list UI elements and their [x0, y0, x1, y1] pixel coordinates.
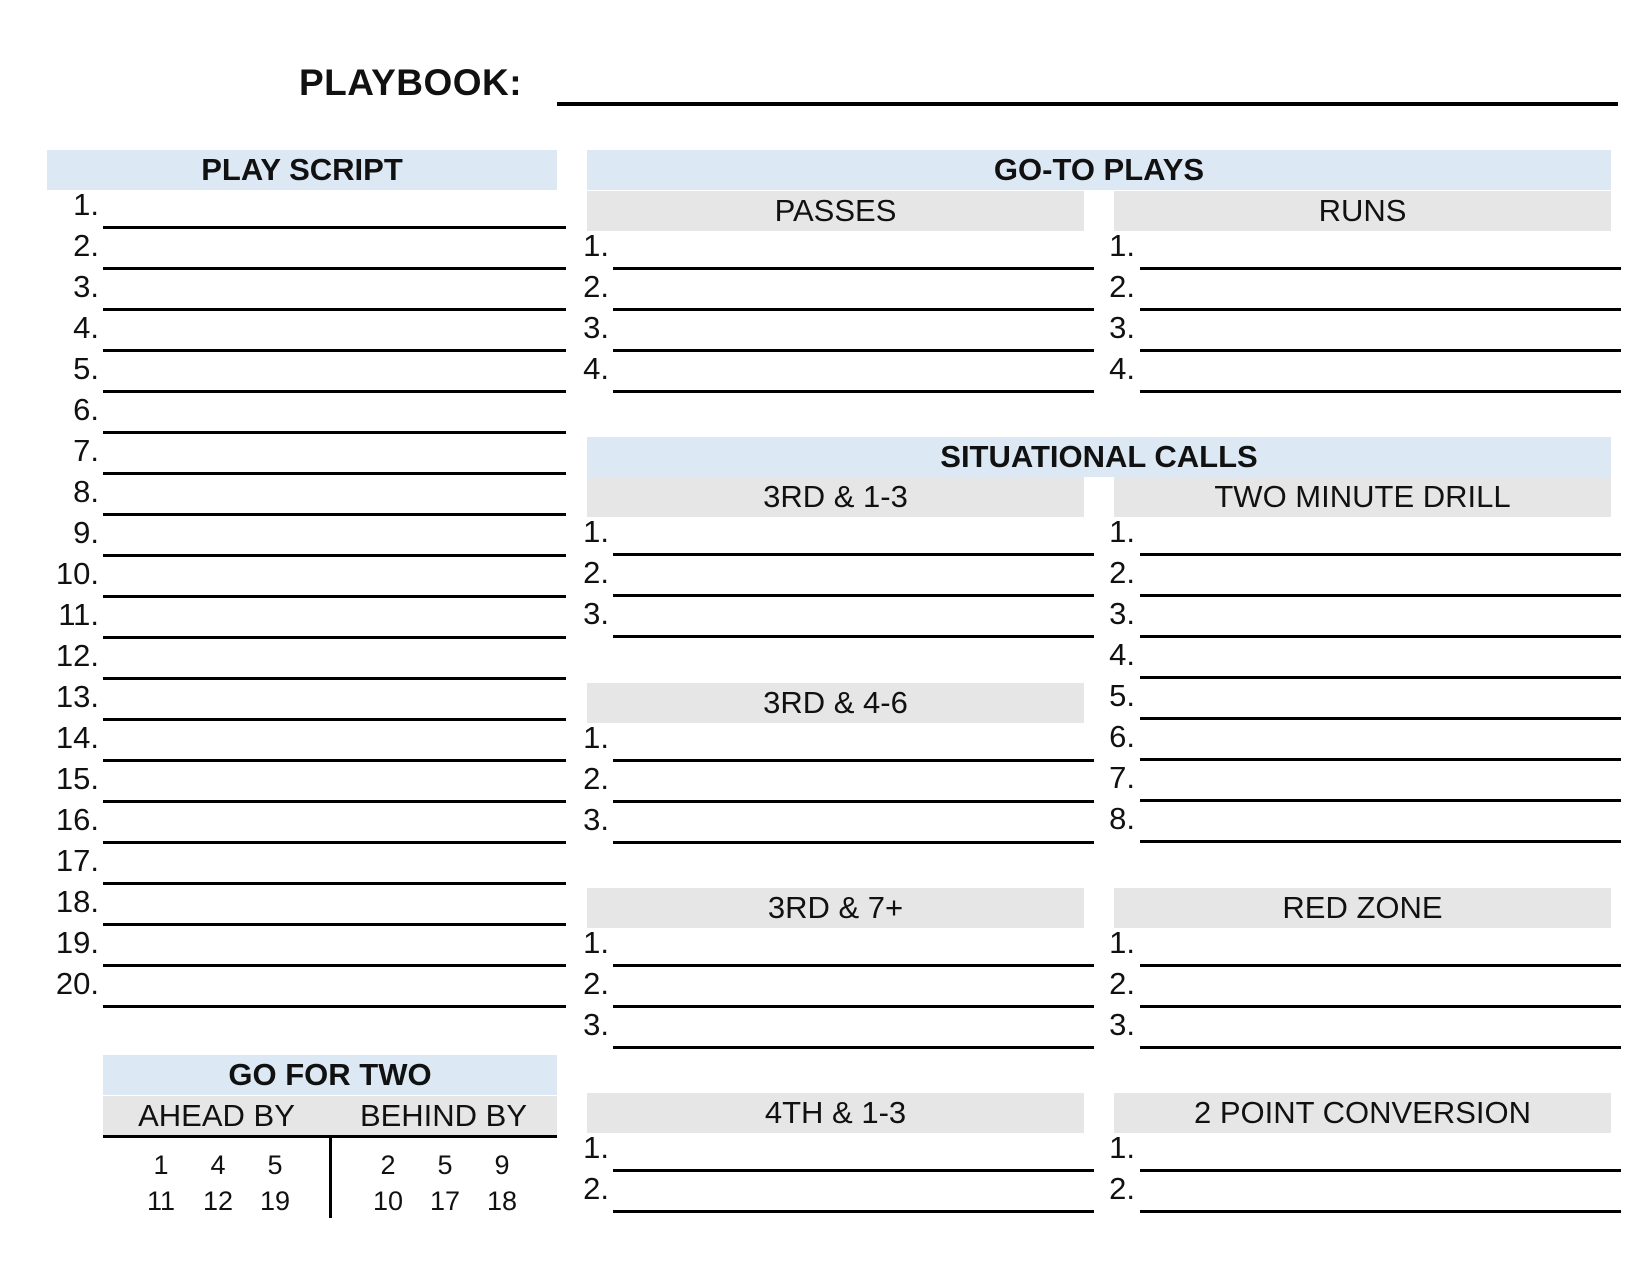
play-script-row-number: 12. [55, 638, 99, 673]
play-script-row-number: 1. [73, 187, 99, 222]
play-script-header: PLAY SCRIPT [47, 150, 557, 190]
red-zone-row[interactable] [0, 926, 1621, 967]
play-script-row-number: 4. [73, 310, 99, 345]
play-script-row-number: 16. [55, 802, 99, 837]
behind-by-header: BEHIND BY [330, 1096, 557, 1136]
third-4-6-row[interactable] [0, 803, 1094, 844]
two-minute-drill-row-number: 6. [1109, 719, 1135, 754]
behind-by-value: 5 [437, 1150, 453, 1180]
two-minute-drill-row[interactable] [0, 638, 1621, 679]
red-zone-row-number: 2. [1109, 966, 1135, 1001]
ahead-by-header: AHEAD BY [103, 1096, 330, 1136]
two-minute-drill-row[interactable] [0, 597, 1621, 638]
two-point-conversion-header: 2 POINT CONVERSION [1114, 1093, 1611, 1133]
fourth-1-3-row-number: 1. [583, 1130, 609, 1165]
third-7-plus-row-number: 1. [583, 925, 609, 960]
third-4-6-row[interactable] [0, 721, 1094, 762]
runs-row[interactable] [0, 352, 1621, 393]
passes-row-number: 4. [583, 351, 609, 386]
runs-row-number: 3. [1109, 310, 1135, 345]
play-script-row-number: 17. [55, 843, 99, 878]
two-minute-drill-row[interactable] [0, 556, 1621, 597]
passes-row-number: 3. [583, 310, 609, 345]
runs-row-number: 4. [1109, 351, 1135, 386]
runs-header: RUNS [1114, 191, 1611, 231]
play-script-row[interactable] [0, 885, 566, 926]
passes-header: PASSES [587, 191, 1084, 231]
page-title: PLAYBOOK: [299, 62, 523, 103]
behind-by-value: 10 [372, 1186, 404, 1216]
fourth-1-3-row-number: 2. [583, 1171, 609, 1206]
passes-row-number: 1. [583, 228, 609, 263]
play-script-row[interactable] [0, 475, 566, 516]
third-7-plus-row-number: 3. [583, 1007, 609, 1042]
red-zone-row-number: 3. [1109, 1007, 1135, 1042]
two-minute-drill-row-number: 1. [1109, 514, 1135, 549]
ahead-by-value: 19 [259, 1186, 291, 1216]
two-minute-drill-header: TWO MINUTE DRILL [1114, 477, 1611, 517]
play-script-row-number: 19. [55, 925, 99, 960]
behind-by-value: 9 [494, 1150, 510, 1180]
play-script-row-number: 15. [55, 761, 99, 796]
two-minute-drill-answer-line[interactable] [1140, 840, 1621, 843]
play-script-row[interactable] [0, 188, 566, 229]
play-script-row[interactable] [0, 844, 566, 885]
third-1-3-header: 3RD & 1-3 [587, 477, 1084, 517]
title-fill-line[interactable] [557, 102, 1618, 106]
two-minute-drill-row-number: 5. [1109, 678, 1135, 713]
third-4-6-row[interactable] [0, 762, 1094, 803]
behind-by-value: 17 [429, 1186, 461, 1216]
runs-row-number: 1. [1109, 228, 1135, 263]
play-script-row-number: 9. [73, 515, 99, 550]
ahead-by-value: 4 [210, 1150, 226, 1180]
behind-by-value: 18 [486, 1186, 518, 1216]
two-point-conversion-row-number: 1. [1109, 1130, 1135, 1165]
red-zone-row-number: 1. [1109, 925, 1135, 960]
play-script-row-number: 14. [55, 720, 99, 755]
two-minute-drill-row[interactable] [0, 679, 1621, 720]
go-to-plays-header: GO-TO PLAYS [587, 150, 1611, 190]
go-for-two-divider [329, 1137, 332, 1218]
runs-row-number: 2. [1109, 269, 1135, 304]
two-minute-drill-row-number: 3. [1109, 596, 1135, 631]
play-script-row[interactable] [0, 393, 566, 434]
runs-row[interactable] [0, 229, 1621, 270]
play-script-row-number: 6. [73, 392, 99, 427]
runs-row[interactable] [0, 270, 1621, 311]
red-zone-header: RED ZONE [1114, 888, 1611, 928]
behind-by-value: 2 [380, 1150, 396, 1180]
third-4-6-row-number: 2. [583, 761, 609, 796]
third-4-6-answer-line[interactable] [613, 841, 1094, 844]
two-minute-drill-row[interactable] [0, 515, 1621, 556]
two-minute-drill-row-number: 4. [1109, 637, 1135, 672]
play-script-row-number: 13. [55, 679, 99, 714]
ahead-by-value: 11 [146, 1186, 176, 1216]
third-1-3-row-number: 1. [583, 514, 609, 549]
ahead-by-value: 5 [267, 1150, 283, 1180]
play-script-row-number: 11. [58, 597, 99, 632]
play-script-row-number: 10. [55, 556, 99, 591]
play-script-row[interactable] [0, 434, 566, 475]
play-script-row-number: 3. [73, 269, 99, 304]
third-7-plus-row-number: 2. [583, 966, 609, 1001]
ahead-by-value: 1 [153, 1150, 169, 1180]
play-script-row-number: 20. [55, 966, 99, 1001]
red-zone-row[interactable] [0, 967, 1621, 1008]
play-script-row-number: 8. [73, 474, 99, 509]
two-minute-drill-row-number: 7. [1109, 760, 1135, 795]
play-script-row-number: 2. [73, 228, 99, 263]
two-point-conversion-row[interactable] [0, 1172, 1621, 1213]
third-4-6-row-number: 1. [583, 720, 609, 755]
ahead-by-value: 12 [202, 1186, 234, 1216]
runs-row[interactable] [0, 311, 1621, 352]
two-minute-drill-row-number: 8. [1109, 801, 1135, 836]
runs-answer-line[interactable] [1140, 390, 1621, 393]
play-script-row-number: 5. [73, 351, 99, 386]
third-4-6-header: 3RD & 4-6 [587, 683, 1084, 723]
two-point-conversion-answer-line[interactable] [1140, 1210, 1621, 1213]
two-minute-drill-row-number: 2. [1109, 555, 1135, 590]
red-zone-row[interactable] [0, 1008, 1621, 1049]
two-point-conversion-row-number: 2. [1109, 1171, 1135, 1206]
third-4-6-row-number: 3. [583, 802, 609, 837]
third-1-3-row-number: 2. [583, 555, 609, 590]
passes-row-number: 2. [583, 269, 609, 304]
red-zone-answer-line[interactable] [1140, 1046, 1621, 1049]
play-script-row-number: 18. [55, 884, 99, 919]
third-7-plus-header: 3RD & 7+ [587, 888, 1084, 928]
go-for-two-header: GO FOR TWO [103, 1055, 557, 1095]
fourth-1-3-header: 4TH & 1-3 [587, 1093, 1084, 1133]
play-script-row-number: 7. [73, 433, 99, 468]
situational-calls-header: SITUATIONAL CALLS [587, 437, 1611, 477]
third-1-3-row-number: 3. [583, 596, 609, 631]
